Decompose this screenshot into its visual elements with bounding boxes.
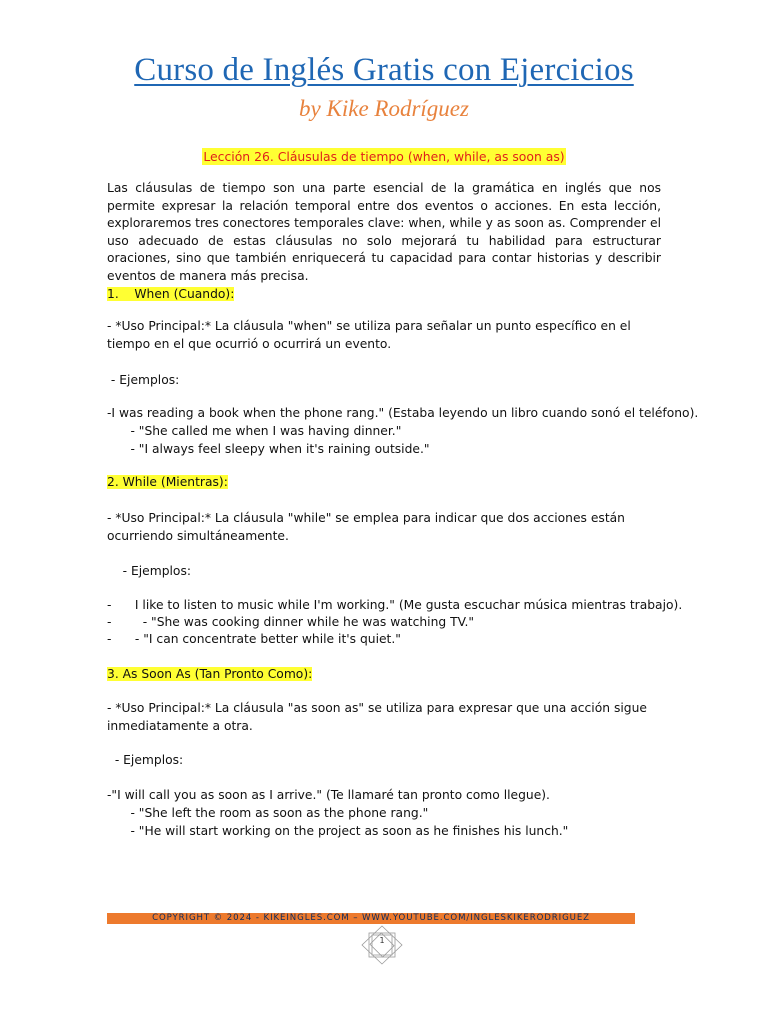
example-item: - - "I can concentrate better while it's quiet." (107, 632, 401, 646)
ornament-icon (360, 925, 404, 965)
page-number-badge (360, 925, 404, 965)
examples-label-as-soon-as: - Ejemplos: (107, 753, 184, 767)
example-item: - "I always feel sleepy when it's raining outside." (107, 442, 430, 456)
author-byline: by Kike Rodríguez (299, 96, 469, 121)
footer-copyright: COPYRIGHT © 2024 - KIKEINGLES.COM – WWW.YOUTUBE.COM/INGLESKIKERODRIGUEZ (152, 913, 590, 923)
section-usage-as-soon-as: - *Uso Principal:* La cláusula "as soon as" se utiliza para expresar que una acción sigue inmediatamente a otra. (107, 701, 647, 733)
intro-paragraph: Las cláusulas de tiempo son una parte esencial de la gramática en inglés que nos permite expresar la relación temporal entre dos eventos o acciones. En esta lección, exploraremos tres conectores temporales clave: when, while y as soon as. Comprender el uso adecuado de estas cláusulas no solo mejorará tu habilidad para estructurar oraciones, sino que también enriquecerá tu capacidad para contar historias y describir eventos de manera más precisa. (107, 181, 661, 283)
section-usage-when: - *Uso Principal:* La cláusula "when" se utiliza para señalar un punto específico en el tiempo en el que ocurrió o ocurrirá un evento. (107, 319, 631, 351)
lesson-heading (0, 146, 768, 165)
example-item: - "She left the room as soon as the phone rang." (107, 806, 429, 820)
section-usage-while: - *Uso Principal:* La cláusula "while" se emplea para indicar que dos acciones están ocurriendo simultáneamente. (107, 511, 625, 543)
example-item: - I like to listen to music while I'm working." (Me gusta escuchar música mientras trabajo). (107, 598, 683, 612)
section-heading-as-soon-as: 3. As Soon As (Tan Pronto Como): (107, 667, 313, 681)
example-item: -I was reading a book when the phone rang." (Estaba leyendo un libro cuando sonó el teléfono). (107, 406, 699, 420)
section-heading-when: 1. When (Cuando): (107, 287, 235, 301)
page-number: 1 (379, 936, 385, 945)
example-item: - "She called me when I was having dinner." (107, 424, 402, 438)
section-heading-while: 2. While (Mientras): (107, 475, 228, 489)
page-title: Curso de Inglés Gratis con Ejercicios (134, 52, 634, 88)
example-item: -"I will call you as soon as I arrive." (Te llamaré tan pronto como llegue). (107, 788, 550, 802)
example-item: - "He will start working on the project as soon as he finishes his lunch." (107, 824, 569, 838)
examples-label-when: - Ejemplos: (107, 373, 180, 387)
examples-label-while: - Ejemplos: (107, 564, 192, 578)
lesson-heading-text: Lección 26. Cláusulas de tiempo (when, while, as soon as) (203, 149, 565, 164)
example-item: - - "She was cooking dinner while he was watching TV." (107, 615, 475, 629)
footer-bar (107, 913, 635, 924)
